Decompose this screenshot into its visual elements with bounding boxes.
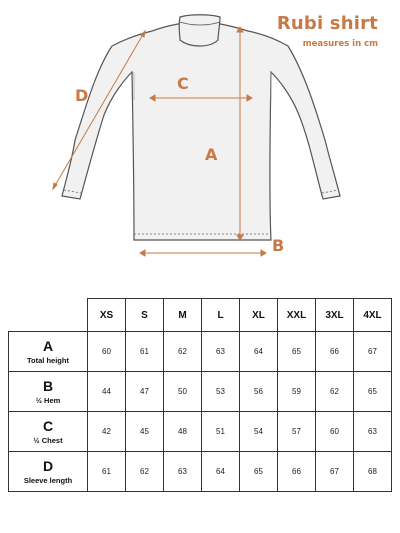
hem-measure bbox=[140, 250, 266, 256]
table-row-half-hem bbox=[9, 372, 392, 412]
table-cell: 65 bbox=[278, 332, 316, 372]
row-letter: C bbox=[42, 417, 54, 434]
size-header-4xl: 4XL bbox=[354, 299, 392, 332]
table-cell: 53 bbox=[202, 372, 240, 412]
table-row-total-height bbox=[9, 332, 392, 372]
row-header bbox=[9, 332, 88, 372]
table-row-half-chest bbox=[9, 412, 392, 452]
table-cell: 61 bbox=[126, 332, 164, 372]
table-cell: 64 bbox=[202, 452, 240, 492]
size-header-3xl: 3XL bbox=[316, 299, 354, 332]
row-header bbox=[9, 412, 88, 452]
shirt-outline bbox=[62, 22, 340, 240]
table-cell: 66 bbox=[278, 452, 316, 492]
table-cell: 61 bbox=[88, 452, 126, 492]
label-b: B bbox=[272, 236, 285, 255]
table-cell: 56 bbox=[240, 372, 278, 412]
table-cell: 60 bbox=[316, 412, 354, 452]
units-subtitle: measures in cm bbox=[302, 39, 378, 49]
table-cell: 47 bbox=[126, 372, 164, 412]
table-cell: 67 bbox=[316, 452, 354, 492]
table-cell: 64 bbox=[240, 332, 278, 372]
row-label: Total height bbox=[27, 355, 69, 365]
table-cell: 63 bbox=[164, 452, 202, 492]
row-letter: A bbox=[42, 337, 54, 354]
label-d: D bbox=[75, 86, 89, 105]
table-cell: 57 bbox=[278, 412, 316, 452]
table-cell: 51 bbox=[202, 412, 240, 452]
table-cell: 60 bbox=[88, 332, 126, 372]
table-cell: 54 bbox=[240, 412, 278, 452]
table-cell: 62 bbox=[126, 452, 164, 492]
label-c: C bbox=[177, 74, 189, 93]
corner-cell bbox=[9, 299, 88, 332]
label-a: A bbox=[205, 145, 218, 164]
table-cell: 48 bbox=[164, 412, 202, 452]
size-header-xs: XS bbox=[88, 299, 126, 332]
table-cell: 66 bbox=[316, 332, 354, 372]
table-cell: 68 bbox=[354, 452, 392, 492]
size-header-xxl: XXL bbox=[278, 299, 316, 332]
table-cell: 65 bbox=[240, 452, 278, 492]
collar bbox=[179, 15, 220, 46]
table-cell: 63 bbox=[354, 412, 392, 452]
size-header-s: S bbox=[126, 299, 164, 332]
row-label: ½ Chest bbox=[33, 435, 63, 445]
table-cell: 59 bbox=[278, 372, 316, 412]
row-label: ½ Hem bbox=[35, 395, 61, 405]
row-header bbox=[9, 372, 88, 412]
size-header-m: M bbox=[164, 299, 202, 332]
table-row-sleeve-length bbox=[9, 452, 392, 492]
table-cell: 63 bbox=[202, 332, 240, 372]
row-label: Sleeve length bbox=[23, 475, 73, 485]
row-header bbox=[9, 452, 88, 492]
size-chart-table bbox=[8, 298, 392, 492]
table-cell: 62 bbox=[316, 372, 354, 412]
product-title: Rubi shirt bbox=[276, 13, 378, 34]
table-cell: 44 bbox=[88, 372, 126, 412]
table-cell: 42 bbox=[88, 412, 126, 452]
size-header-row bbox=[9, 299, 392, 332]
size-header-l: L bbox=[202, 299, 240, 332]
size-header-xl: XL bbox=[240, 299, 278, 332]
sleeve-length-measure bbox=[53, 31, 145, 189]
table-cell: 50 bbox=[164, 372, 202, 412]
row-letter: B bbox=[42, 377, 54, 394]
table-cell: 45 bbox=[126, 412, 164, 452]
row-letter: D bbox=[42, 457, 54, 474]
table-cell: 62 bbox=[164, 332, 202, 372]
table-cell: 65 bbox=[354, 372, 392, 412]
table-cell: 67 bbox=[354, 332, 392, 372]
